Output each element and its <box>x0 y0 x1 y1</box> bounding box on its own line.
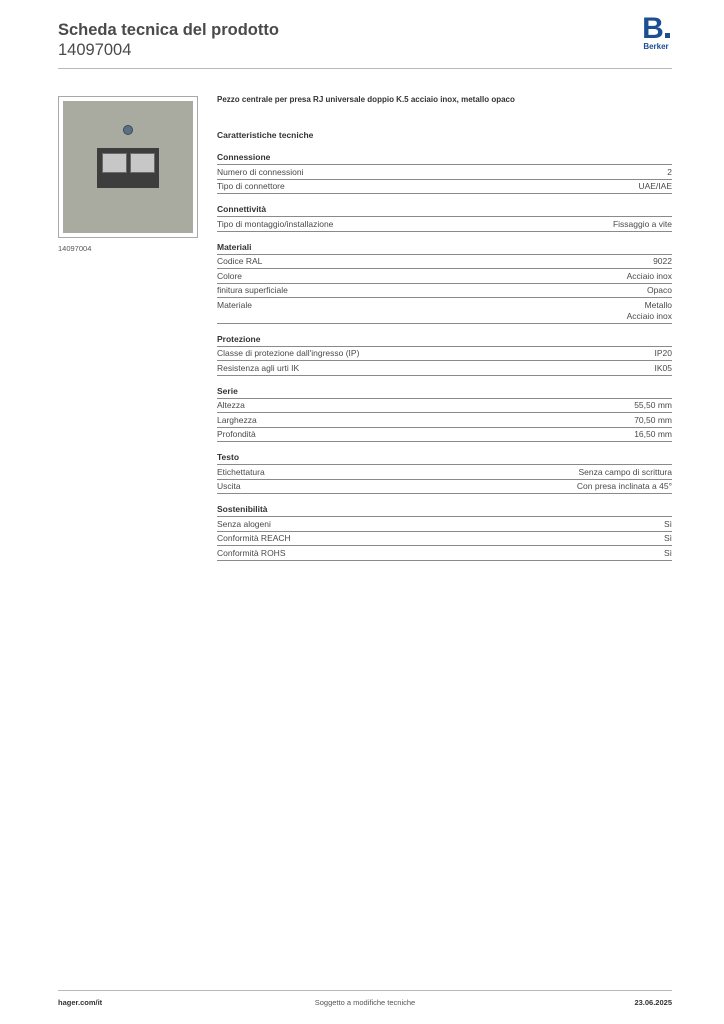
spec-value <box>655 348 673 359</box>
page-header <box>58 12 672 60</box>
footer-divider <box>58 990 672 991</box>
tech-heading: Caratteristiche tecniche <box>217 130 314 140</box>
spec-label: Tipo di montaggio/installazione <box>217 218 334 229</box>
spec-section <box>217 452 672 494</box>
spec-section <box>217 334 672 376</box>
logo-mark-icon: B <box>640 16 672 42</box>
spec-section <box>217 242 672 324</box>
section-title: Protezione <box>217 334 672 347</box>
spec-value <box>667 167 672 178</box>
spec-label: Resistenza agli urti IK <box>217 362 300 373</box>
spec-value-line: Sì <box>663 547 672 558</box>
footer-note: Soggetto a modifiche tecniche <box>314 998 416 1007</box>
berker-logo <box>640 12 672 52</box>
spec-value <box>634 429 672 440</box>
spec-row <box>217 480 672 495</box>
spec-value <box>664 533 672 544</box>
spec-sections <box>217 152 672 561</box>
spec-row <box>217 413 672 428</box>
spec-value-line: IK05 <box>654 362 672 373</box>
spec-row <box>217 428 672 443</box>
spec-label: Senza alogeni <box>217 518 271 529</box>
spec-value-line: Acciaio inox <box>626 270 672 281</box>
footer-date: 23.06.2025 <box>634 998 672 1007</box>
spec-label: Codice RAL <box>217 256 263 266</box>
spec-value <box>664 519 672 530</box>
screw-icon <box>123 125 133 135</box>
spec-row <box>217 255 672 270</box>
spec-value-line: Sì <box>663 518 672 529</box>
spec-section <box>217 386 672 443</box>
spec-label: Tipo di connettore <box>217 181 285 191</box>
spec-section <box>217 204 672 232</box>
spec-label: Conformità ROHS <box>217 547 286 558</box>
spec-row <box>217 269 672 284</box>
section-title: Sostenibilità <box>217 504 672 517</box>
spec-label: Profondità <box>217 429 256 439</box>
spec-value-line: 55,50 mm <box>634 400 672 410</box>
spec-value-line: Acciaio inox <box>626 310 672 321</box>
spec-label: Altezza <box>217 400 245 410</box>
spec-value-line: Senza campo di scrittura <box>578 466 672 477</box>
spec-row <box>217 347 672 362</box>
spec-value <box>627 271 672 282</box>
section-title: Connessione <box>217 152 672 165</box>
spec-value <box>655 363 673 374</box>
spec-value-line: Fissaggio a vite <box>612 218 672 229</box>
spec-value-line: 70,50 mm <box>634 414 672 425</box>
spec-value <box>638 181 672 192</box>
spec-row <box>217 284 672 299</box>
spec-value-line: Con presa inclinata a 45° <box>576 481 672 491</box>
rj-socket-frame <box>97 148 159 188</box>
spec-content <box>217 95 672 571</box>
spec-row <box>217 399 672 414</box>
spec-label: Numero di connessioni <box>217 166 304 177</box>
spec-section <box>217 504 672 561</box>
rj-port-left <box>102 153 127 173</box>
spec-label: Classe di protezione dall'ingresso (IP) <box>217 348 360 358</box>
spec-value <box>634 415 672 426</box>
section-title: Materiali <box>217 242 672 255</box>
spec-value <box>653 256 672 267</box>
spec-label: finitura superficiale <box>217 285 288 295</box>
spec-row <box>217 298 672 324</box>
spec-row <box>217 361 672 376</box>
spec-row <box>217 217 672 232</box>
spec-value-line: IP20 <box>654 348 672 358</box>
spec-row <box>217 517 672 532</box>
cover-plate <box>63 101 193 233</box>
spec-value-line: Sì <box>663 533 672 543</box>
spec-label: Colore <box>217 270 243 281</box>
spec-value <box>647 285 672 296</box>
spec-row <box>217 546 672 561</box>
spec-row <box>217 532 672 547</box>
product-image <box>58 96 198 238</box>
spec-value-line: UAE/IAE <box>638 181 672 191</box>
spec-section <box>217 152 672 194</box>
spec-value-line: Opaco <box>646 285 672 295</box>
section-title: Connettività <box>217 204 672 217</box>
logo-text: Berker <box>643 42 669 51</box>
spec-row <box>217 465 672 480</box>
spec-row <box>217 180 672 195</box>
header-divider <box>58 68 672 69</box>
spec-row <box>217 165 672 180</box>
page-title: Scheda tecnica del prodotto <box>58 21 279 39</box>
spec-value <box>634 400 672 411</box>
spec-value <box>578 467 672 478</box>
spec-value-line: 9022 <box>653 256 672 266</box>
spec-value <box>664 548 672 559</box>
spec-value-line: Metallo <box>644 299 672 310</box>
spec-value <box>577 481 672 492</box>
image-caption: 14097004 <box>58 244 92 253</box>
product-description: Pezzo centrale per presa RJ universale doppio K.5 acciaio inox, metallo opaco <box>217 95 515 104</box>
product-code: 14097004 <box>58 41 132 59</box>
spec-value-line: 16,50 mm <box>634 429 672 439</box>
spec-label: Uscita <box>217 481 241 491</box>
spec-value <box>627 300 672 322</box>
rj-port-right <box>130 153 155 173</box>
spec-value <box>613 219 672 230</box>
spec-label: Materiale <box>217 299 252 310</box>
section-title: Testo <box>217 452 672 465</box>
spec-label: Etichettatura <box>217 466 265 477</box>
spec-value-line: 2 <box>667 166 672 177</box>
footer-website: hager.com/it <box>58 998 103 1007</box>
section-title: Serie <box>217 386 672 399</box>
spec-label: Conformità REACH <box>217 533 291 543</box>
spec-label: Larghezza <box>217 414 257 425</box>
